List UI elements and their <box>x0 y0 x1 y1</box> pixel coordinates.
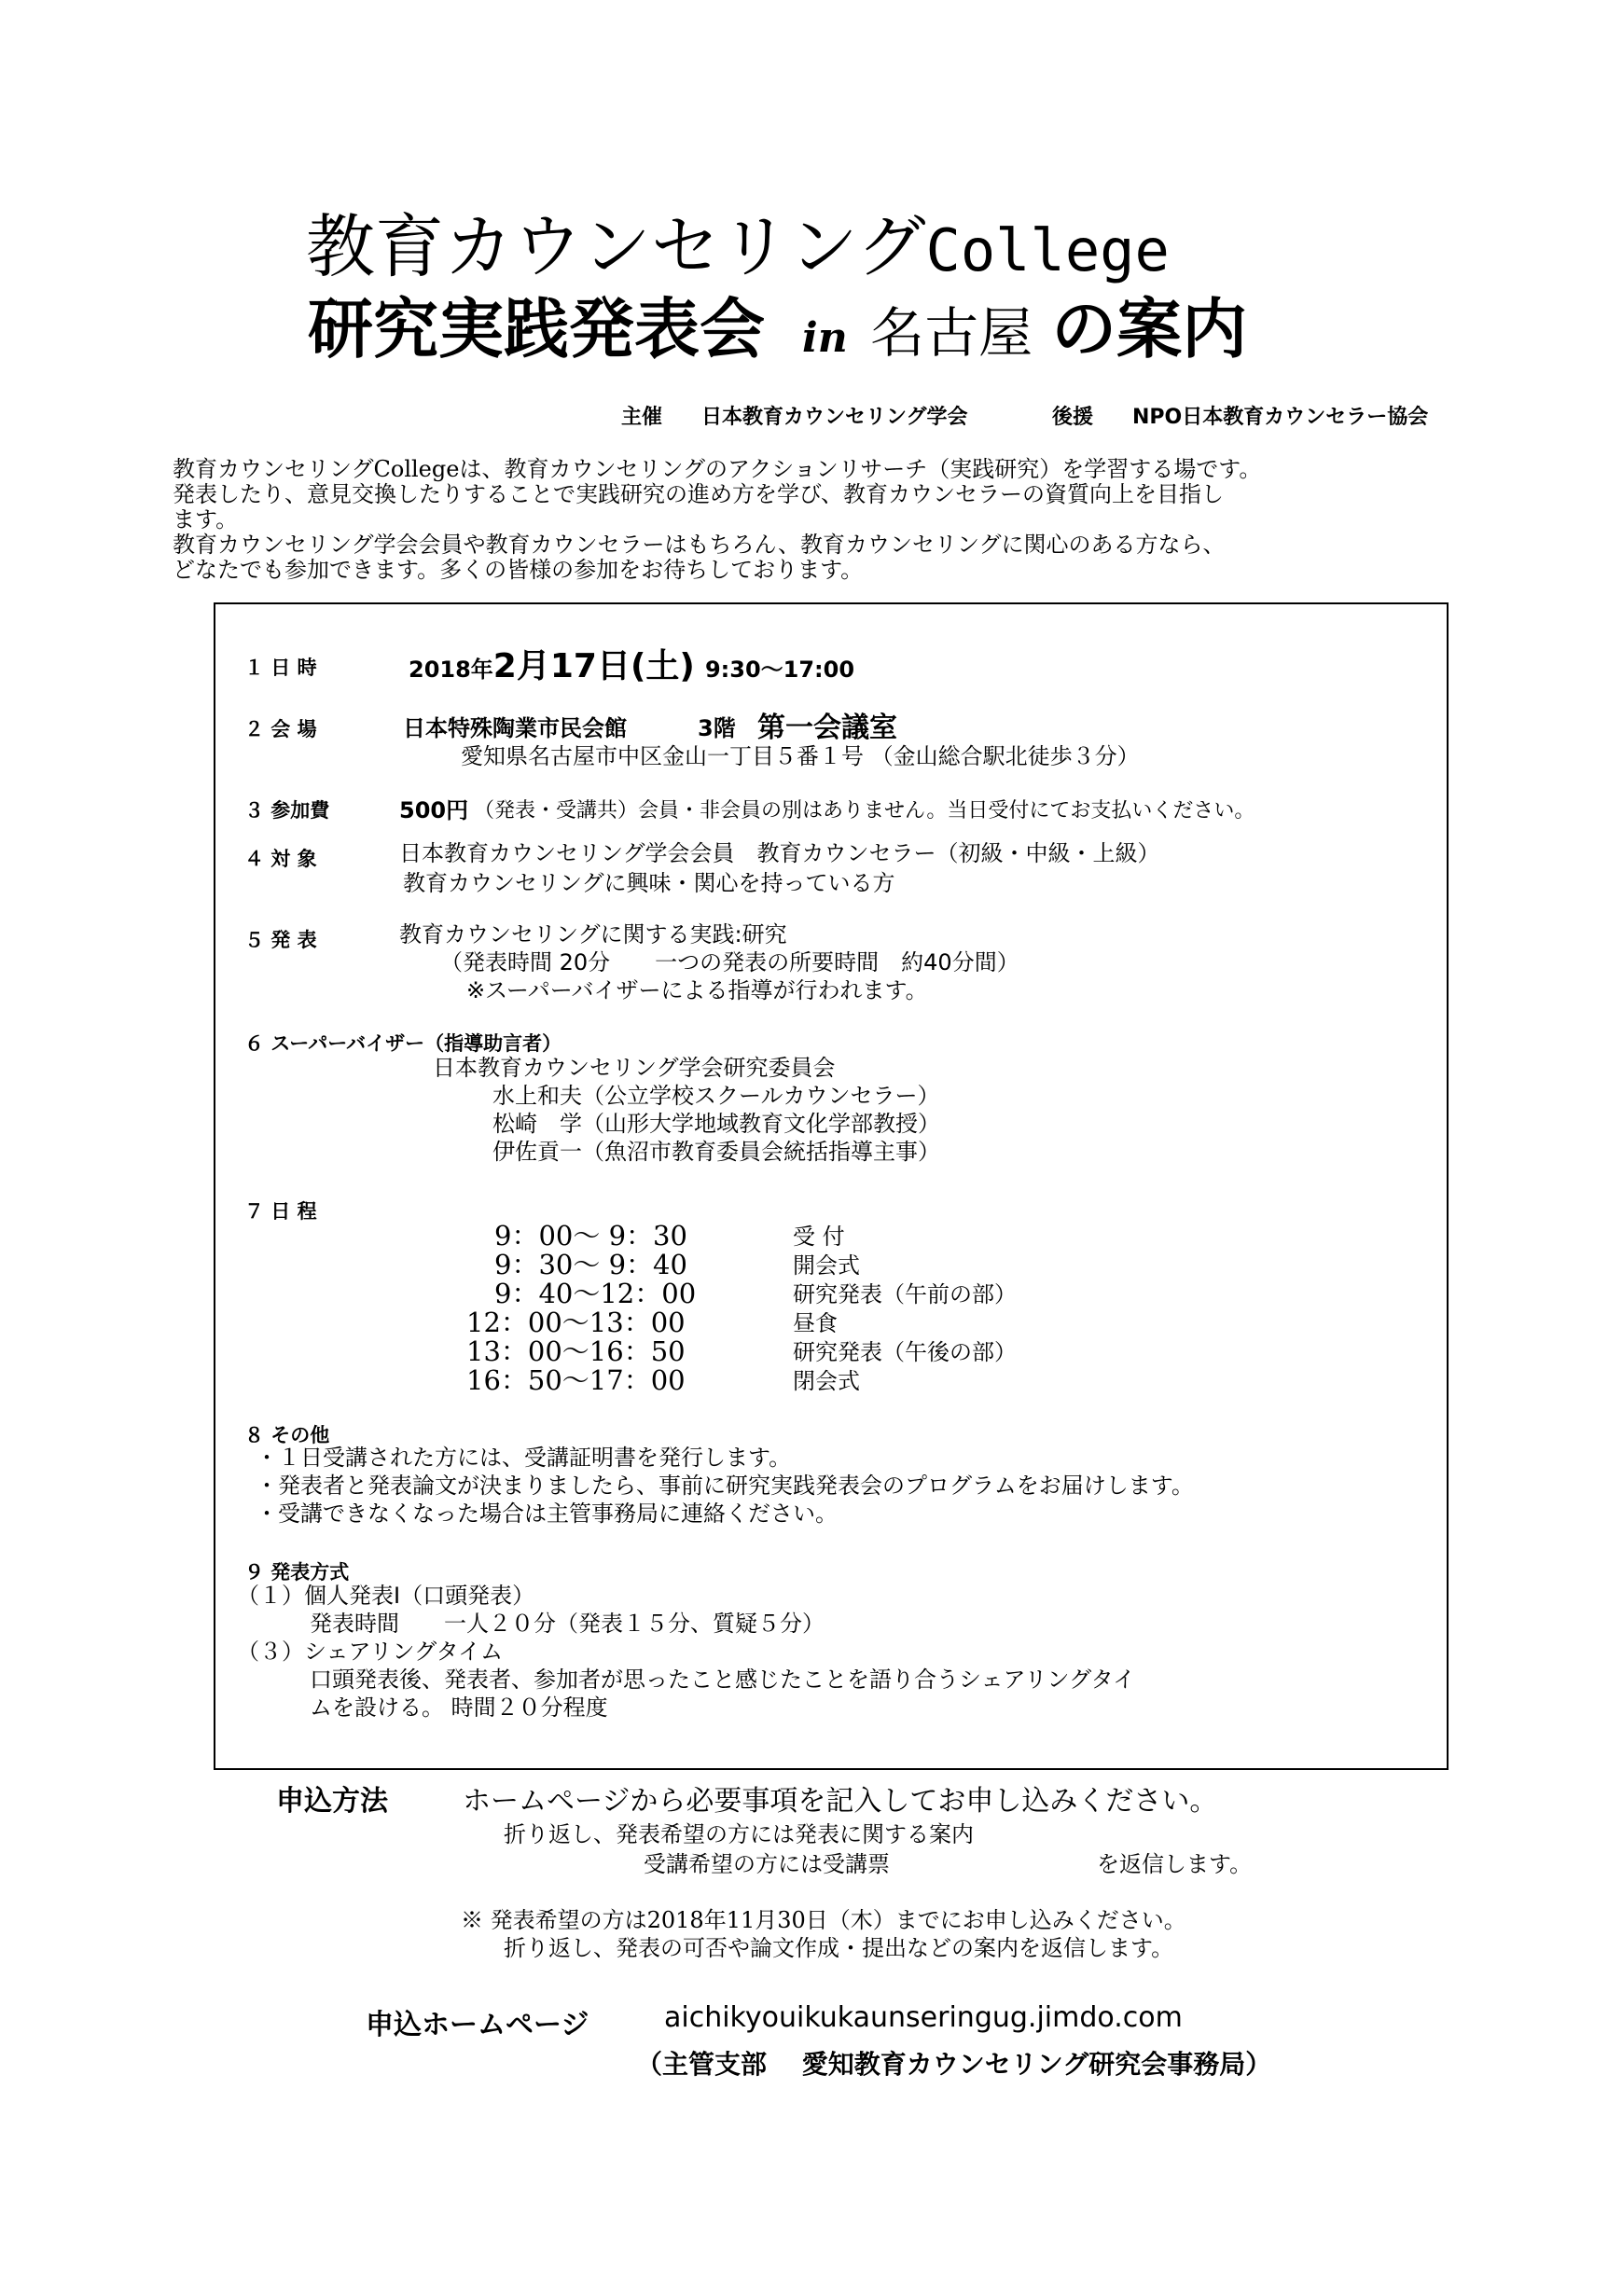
homepage-url[interactable]: aichikyouikukaunseringug.jimdo.com <box>664 2001 1183 2034</box>
title-suffix: の案内 <box>1051 291 1248 367</box>
fee-label: ３ 参加費 <box>244 799 330 822</box>
format-line: 口頭発表後、発表者、参加者が思ったこと感じたことを語り合うシェアリングタイ <box>310 1667 1136 1693</box>
title-line-1 <box>306 207 1170 287</box>
title-place: 名古屋 <box>870 301 1033 365</box>
schedule-event: 研究発表（午後の部） <box>793 1339 1017 1365</box>
apply-text: ホームページから必要事項を記入してお申し込みください。 <box>463 1785 1218 1818</box>
support-name: NPO日本教育カウンセラー協会 <box>1132 406 1429 429</box>
schedule-time: 16：50〜17：00 <box>466 1364 686 1396</box>
presentation-line-1: 教育カウンセリングに関する実践:研究 <box>399 921 787 947</box>
schedule-event: 閉会式 <box>793 1368 860 1394</box>
supervisor-person: 伊佐貢一（魚沼市教育委員会統括指導主事） <box>492 1139 940 1165</box>
schedule-event: 開会式 <box>793 1252 860 1279</box>
supervisor-person: 水上和夫（公立学校スクールカウンセラー） <box>492 1083 940 1109</box>
office-name: （主管支部 愛知教育カウンセリング研究会事務局） <box>636 2049 1272 2080</box>
apply-note-1: ※ 発表希望の方は2018年11月30日（木）までにお申し込みください。 <box>461 1907 1186 1933</box>
format-line: 発表時間 一人２０分（発表１５分、質疑５分） <box>310 1611 825 1637</box>
date-label: １ 日 時 <box>244 657 317 679</box>
venue-room: 第一会議室 <box>757 712 897 744</box>
apply-line-3b: を返信します。 <box>1097 1851 1253 1877</box>
supervisor-person: 松崎 学（山形大学地域教育文化学部教授） <box>492 1111 940 1137</box>
venue-address: 愛知県名古屋市中区金山一丁目５番１号 （金山総合駅北徒歩３分） <box>461 743 1140 769</box>
other-line: ・発表者と発表論文が決まりましたら、事前に研究実践発表会のプログラムをお届けします。 <box>256 1473 1194 1499</box>
intro-paragraph <box>173 457 1261 583</box>
apply-line-2: 折り返し、発表希望の方には発表に関する案内 <box>504 1821 974 1847</box>
target-line-2: 教育カウンセリングに興味・関心を持っている方 <box>403 870 895 896</box>
schedule-time: 9：40〜12：00 <box>494 1278 697 1309</box>
schedule-time: 13：00〜16：50 <box>466 1335 686 1367</box>
schedule-event: 受 付 <box>793 1224 845 1250</box>
date-day: 2月17日(土) <box>492 647 695 685</box>
intro-line: どなたでも参加できます。多くの皆様の参加をお待ちしております。 <box>173 557 864 583</box>
schedule-label: ７ 日 程 <box>244 1200 317 1223</box>
schedule-event: 研究発表（午前の部） <box>793 1281 1017 1307</box>
date-value <box>409 640 854 687</box>
title-college: College <box>925 216 1170 284</box>
presentation-line-2: （発表時間 20分 一つの発表の所要時間 約40分間） <box>440 949 1019 975</box>
supervisor-label: ６ スーパーバイザー（指導助言者） <box>244 1032 562 1055</box>
intro-line: ます。 <box>173 506 239 533</box>
date-time: 9:30〜17:00 <box>704 657 855 683</box>
venue-floor: 3階 <box>698 715 736 741</box>
homepage-label: 申込ホームページ <box>366 2009 589 2041</box>
venue-label: ２ 会 場 <box>244 718 317 740</box>
format-label: ９ 発表方式 <box>244 1561 350 1584</box>
title-in: in <box>802 314 848 362</box>
schedule-time: 12：00〜13：00 <box>466 1307 686 1338</box>
title-main: 教育カウンセリング <box>306 207 926 287</box>
other-line: ・１日受講された方には、受講証明書を発行します。 <box>256 1445 792 1471</box>
presentation-label: ５ 発 表 <box>244 929 317 951</box>
format-line: （１）個人発表Ⅰ（口頭発表） <box>237 1583 535 1609</box>
schedule-time: 9：30〜 9：40 <box>494 1249 687 1280</box>
host-name: 日本教育カウンセリング学会 <box>701 406 968 429</box>
other-label: ８ その他 <box>244 1424 330 1446</box>
target-line-1: 日本教育カウンセリング学会会員 教育カウンセラー（初級・中級・上級） <box>399 840 1160 866</box>
intro-line: 発表したり、意見交換したりすることで実践研究の進め方を学び、教育カウンセラーの資質向上を目指し <box>173 481 1225 507</box>
apply-line-3a: 受講希望の方には受講票 <box>644 1851 890 1877</box>
presentation-line-3: ※スーパーバイザーによる指導が行われます。 <box>466 977 928 1003</box>
format-line: （３）シェアリングタイム <box>237 1639 504 1665</box>
format-line: ムを設ける。 時間２０分程度 <box>310 1694 608 1721</box>
apply-note-2: 折り返し、発表の可否や論文作成・提出などの案内を返信します。 <box>504 1935 1174 1961</box>
schedule-time: 9：00〜 9：30 <box>494 1220 687 1252</box>
other-line: ・受講できなくなった場合は主管事務局に連絡ください。 <box>256 1501 838 1527</box>
host-label: 主催 <box>621 406 663 429</box>
date-year: 2018年 <box>409 657 493 683</box>
target-label: ４ 対 象 <box>244 848 317 870</box>
title-line-2 <box>308 291 1248 367</box>
apply-label: 申込方法 <box>276 1785 388 1818</box>
venue-name: 日本特殊陶業市民会館 <box>403 715 627 741</box>
support-label: 後援 <box>1052 406 1094 429</box>
intro-line: 教育カウンセリング学会会員や教育カウンセラーはもちろん、教育カウンセリングに関心のある方なら、 <box>173 532 1226 558</box>
supervisor-org: 日本教育カウンセリング学会研究委員会 <box>433 1055 836 1081</box>
fee-amount: 500円 <box>399 797 469 823</box>
schedule-event: 昼食 <box>793 1310 838 1336</box>
intro-line: 教育カウンセリングCollegeは、教育カウンセリングのアクションリサーチ（実践研究）を学習する場です。 <box>173 456 1262 482</box>
fee-note: （発表・受講共）会員・非会員の別はありません。当日受付にてお支払いください。 <box>474 799 1255 823</box>
title-event: 研究実践発表会 <box>308 291 765 367</box>
